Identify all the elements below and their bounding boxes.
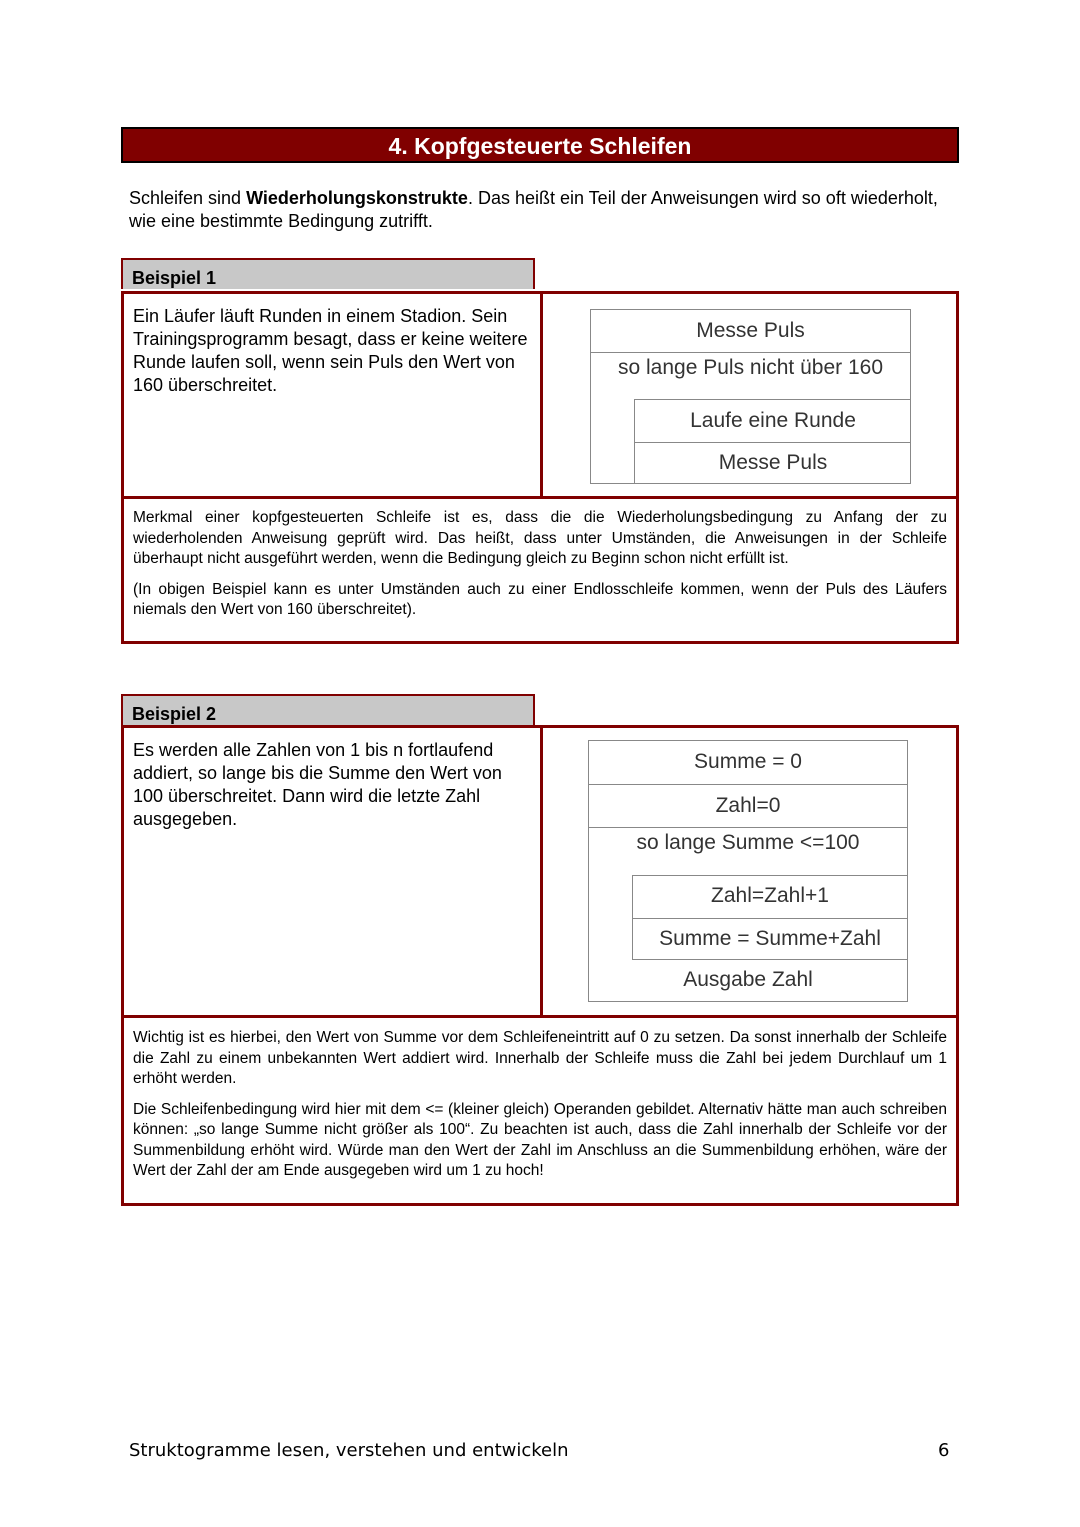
example2-note-1: Wichtig ist es hierbei, den Wert von Summe vor dem Schleifeneintritt auf 0 zu setzen. Da sonst innerhalb der Schleife die Zahl zu einem unbekannten Wert addiert wird. Innerhalb der Schleife muss die Zahl bei jedem Durchlauf um 1 erhöht werden. [133, 1029, 947, 1087]
sg2-step-sum-init: Summe = 0 [589, 741, 907, 785]
intro-text-end: . Das heißt ein Teil der Anweisungen wird so oft wiederholt, wie eine bestimmte Bedingung zutrifft. [129, 188, 938, 231]
page-title: 4. Kopfgesteuerte Schleifen [121, 127, 959, 163]
footer-title: Struktogramme lesen, verstehen und entwickeln [129, 1440, 569, 1461]
example2-box [121, 725, 959, 1206]
sg1-loop-body-measure: Messe Puls [634, 443, 911, 483]
page-number: 6 [938, 1440, 950, 1461]
example2-note-2: Die Schleifenbedingung wird hier mit dem <= (kleiner gleich) Operanden gebildet. Alternativ hätte man auch schreiben können: „so lange Summe nicht größer als 100“. Zu beachten ist auch, dass die Zahl innerhalb der Schleife vor der Summenbildung erhöht wird. Würde man den Wert der Zahl im Anschluss an die Summenbildung erhöhen, wäre der Wert der Zahl der am Ende ausgegeben wird um 1 zu hoch! [133, 1100, 947, 1179]
sg2-loop-body-sum: Summe = Summe+Zahl [632, 919, 907, 960]
example2-divider [540, 728, 543, 1015]
example1-notes [133, 508, 947, 621]
example2-top-section [124, 728, 956, 1018]
intro-text-start: Schleifen sind [129, 188, 247, 208]
example1-note-2: (In obigen Beispiel kann es unter Umständen auch zu einer Endlosschleife kommen, wenn der Puls des Läufers niemals den Wert von 160 überschreitet). [133, 580, 947, 618]
sg2-step-output: Ausgabe Zahl [683, 968, 813, 991]
example2-label: Beispiel 2 [121, 694, 535, 725]
example1-text: Ein Läufer läuft Runden in einem Stadion. Sein Trainingsprogramm besagt, dass er keine weitere Runde laufen soll, wenn sein Puls den Wert von 160 überschreitet. [133, 306, 528, 395]
sg1-step-measure: Messe Puls [591, 310, 910, 353]
sg2-loop-condition: so lange Summe <=100 [636, 831, 860, 854]
example2-notes [133, 1028, 947, 1182]
sg1-loop-body-run: Laufe eine Runde [634, 399, 911, 443]
example1-label: Beispiel 1 [121, 258, 535, 289]
example2-text: Es werden alle Zahlen von 1 bis n fortlaufend addiert, so lange bis die Summe den Wert von 100 überschreitet. Dann wird die letzte Zahl ausgegeben. [133, 740, 502, 829]
sg1-loop-condition: so lange Puls nicht über 160 [617, 356, 883, 379]
example2-structogram [588, 740, 908, 1002]
sg2-step-number-init: Zahl=0 [589, 785, 907, 828]
example1-top-section [124, 294, 956, 499]
example1-box [121, 291, 959, 644]
sg2-loop-body-increment: Zahl=Zahl+1 [632, 875, 907, 919]
intro-paragraph [129, 187, 949, 233]
example1-note-1: Merkmal einer kopfgesteuerten Schleife ist es, dass die die Wiederholungsbedingung zu Anfang der zu wiederholenden Anweisung geprüft wird. Das heißt, dass unter Umständen, die Anweisungen in der Schleife überhaupt nicht ausgeführt werden, wenn die Bedingung gleich zu Beginn schon nicht erfüllt ist. [133, 509, 947, 567]
example1-divider [540, 294, 543, 496]
example1-structogram [590, 309, 911, 484]
intro-bold-term: Wiederholungskonstrukte [246, 188, 468, 208]
